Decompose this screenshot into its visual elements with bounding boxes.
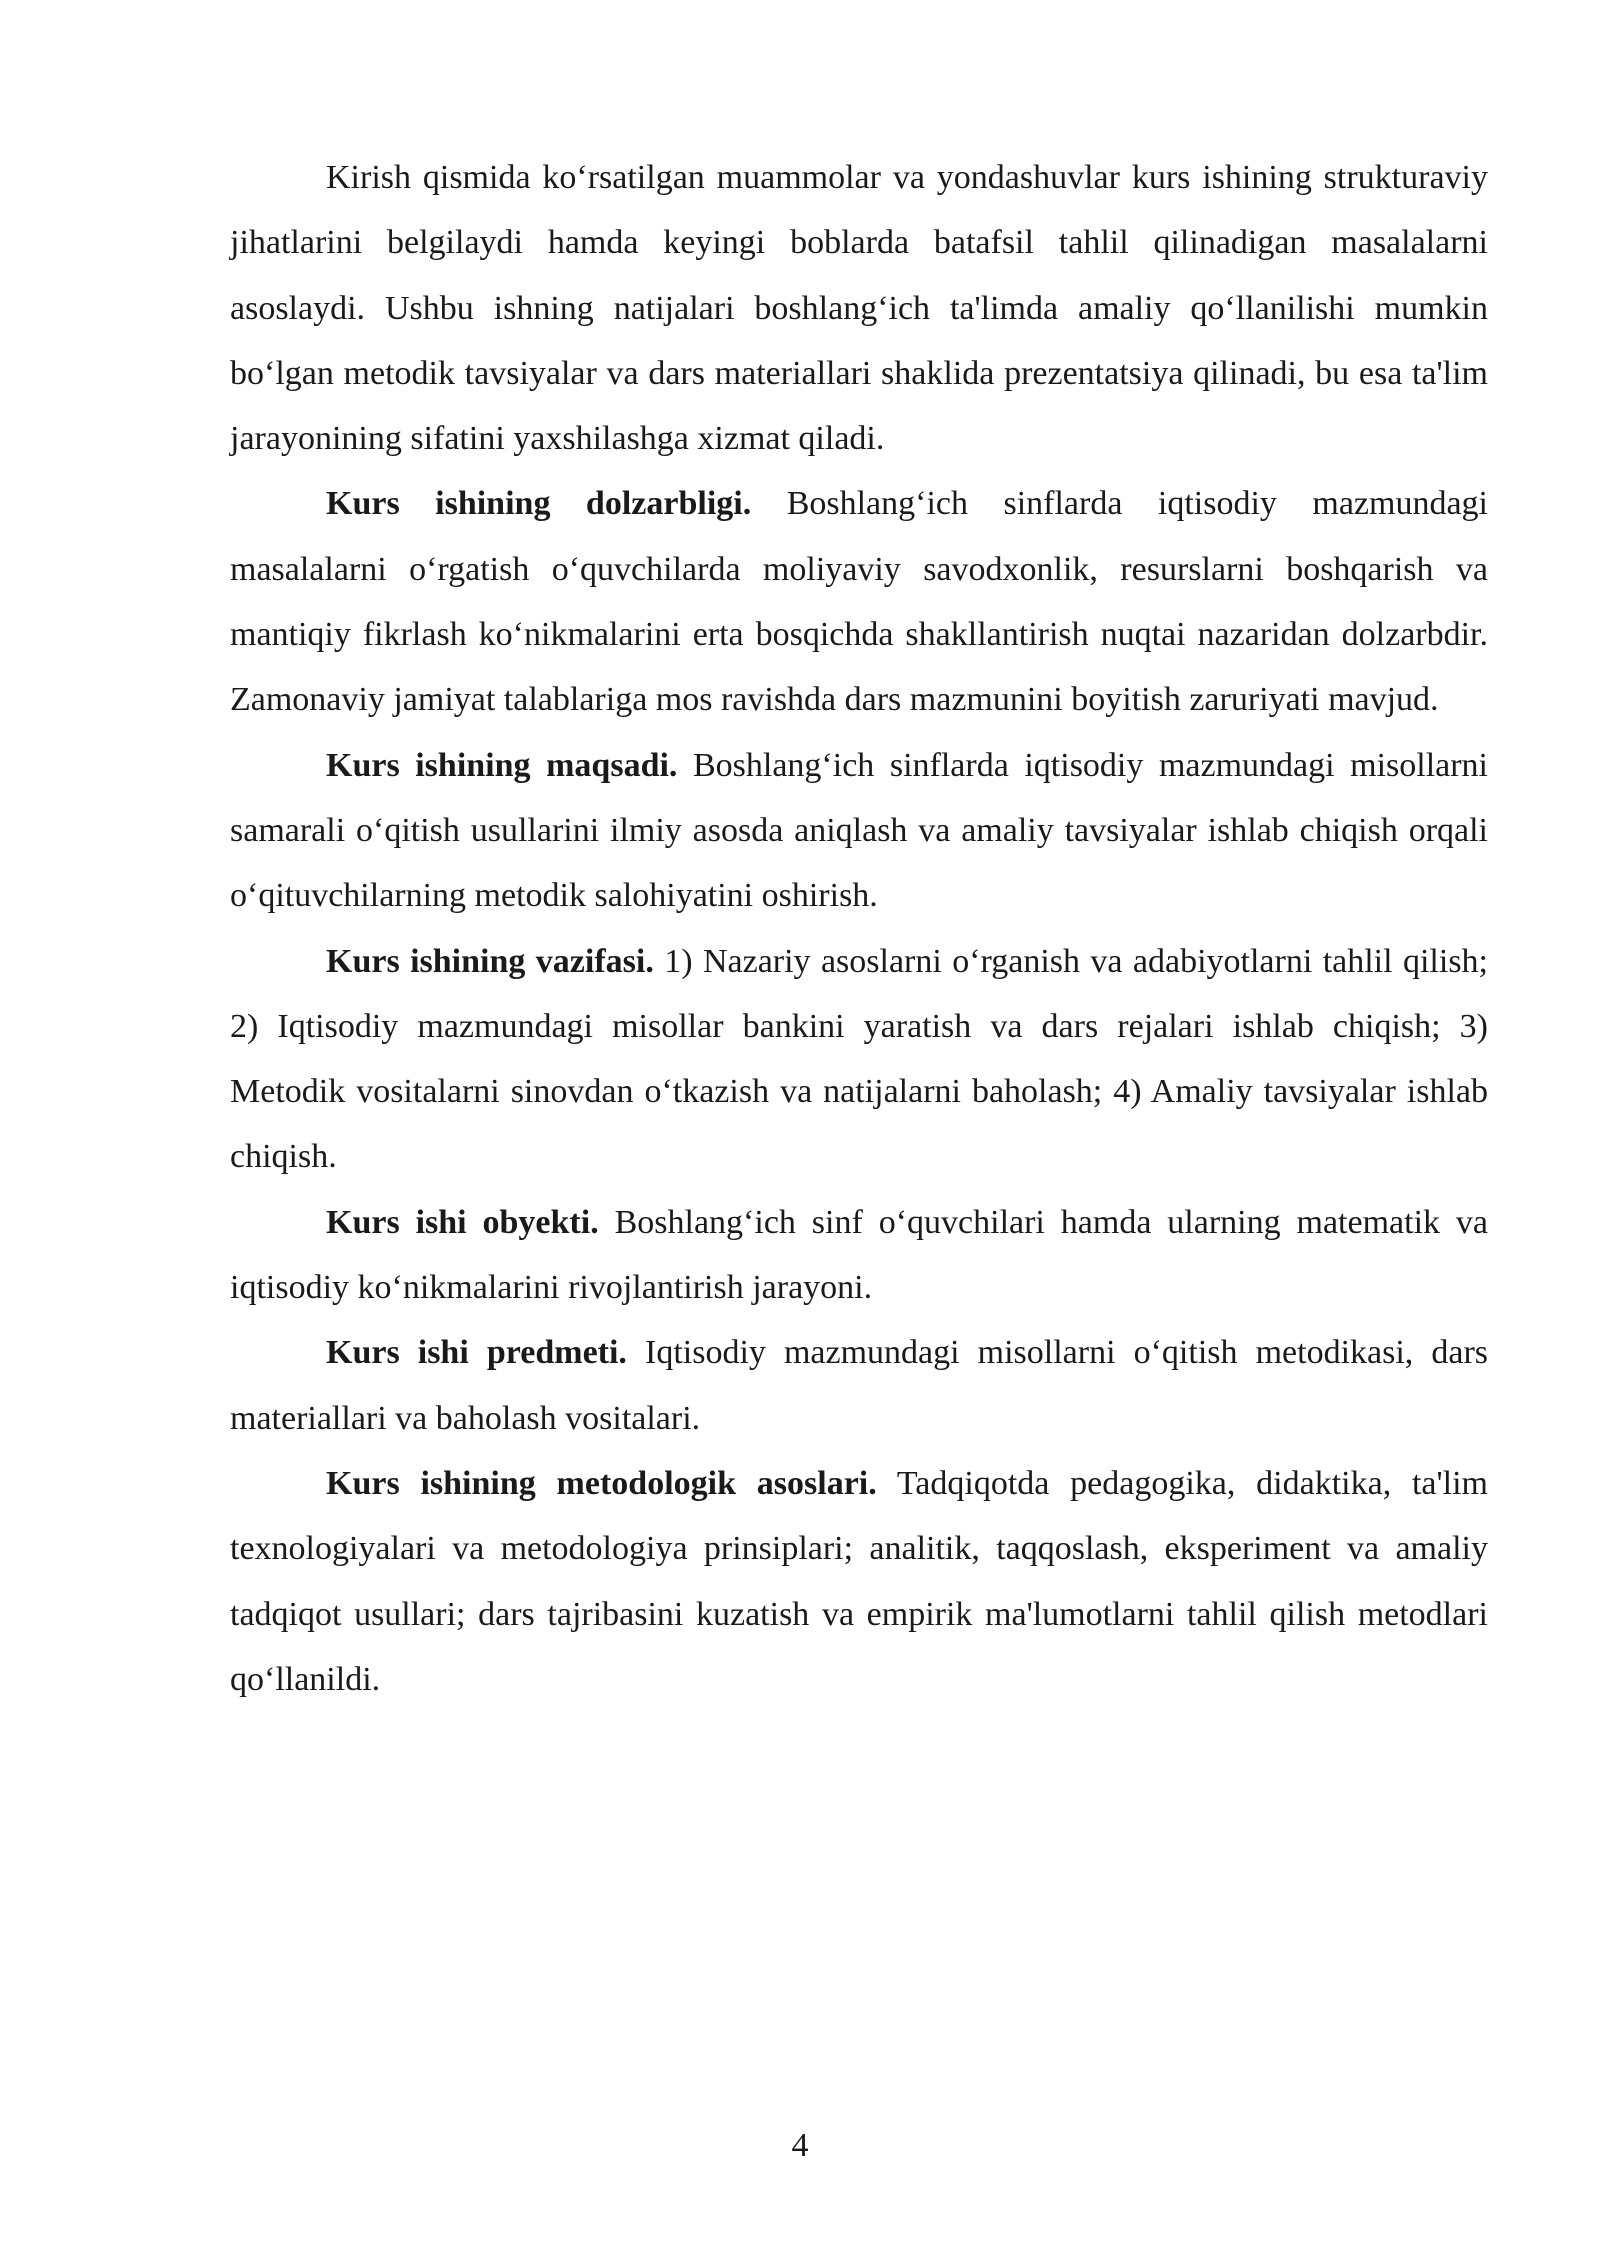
paragraph-introduction-summary xyxy=(230,145,1488,471)
paragraph-goal xyxy=(230,733,1488,929)
document-body xyxy=(230,145,1488,1712)
paragraph-relevance xyxy=(230,471,1488,732)
paragraph-heading: Kurs ishi predmeti. xyxy=(326,1334,627,1372)
paragraph-text: 1) Nazariy asoslarni o‘rganish va adabiyotlarni tahlil qilish; 2) Iqtisodiy mazmundagi misollar bankini yaratish va dars rejalari ishlab chiqish; 3) Metodik vositalarni sinovdan o‘tkazish va natijalarni baholash; 4) Amaliy tavsiyalar ishlab chiqish. xyxy=(230,942,1488,1176)
paragraph-text: Iqtisodiy mazmundagi misollarni o‘qitish metodikasi, dars materiallari va baholash vositalari. xyxy=(230,1334,1488,1437)
paragraph-subject xyxy=(230,1320,1488,1451)
paragraph-tasks xyxy=(230,929,1488,1190)
paragraph-heading: Kurs ishi obyekti. xyxy=(326,1203,599,1241)
paragraph-text: Boshlang‘ich sinf o‘quvchilari hamda ularning matematik va iqtisodiy ko‘nikmalarini rivojlantirish jarayoni. xyxy=(230,1203,1489,1307)
paragraph-methodology xyxy=(230,1451,1488,1712)
paragraph-heading: Kurs ishining metodologik asoslari. xyxy=(326,1464,877,1502)
page-number: 4 xyxy=(791,2127,809,2164)
paragraph-object xyxy=(230,1190,1488,1321)
paragraph-text: Boshlang‘ich sinflarda iqtisodiy mazmundagi misollarni samarali o‘qitish usullarini ilmiy asosda aniqlash va amaliy tavsiyalar ishlab chiqish orqali o‘qituvchilarning metodik salohiyatini oshirish. xyxy=(230,746,1488,915)
paragraph-text: Boshlang‘ich sinflarda iqtisodiy mazmundagi masalalarni o‘rgatish o‘quvchilarda moliyaviy savodxonlik, resurslarni boshqarish va mantiqiy fikrlash ko‘nikmalarini erta bosqichda shakllantirish nuqtai nazaridan dolzarbdir. Zamonaviy jamiyat talablariga mos ravishda dars mazmunini boyitish zaruriyati mavjud. xyxy=(230,485,1488,719)
paragraph-text: Tadqiqotda pedagogika, didaktika, ta'lim texnologiyalari va metodologiya prinsiplari; analitik, taqqoslash, eksperiment va amaliy tadqiqot usullari; dars tajribasini kuzatish va empirik ma'lumotlarni tahlil qilish metodlari qo‘llanildi. xyxy=(230,1464,1488,1698)
paragraph-heading: Kurs ishining vazifasi. xyxy=(326,942,654,980)
paragraph-heading: Kurs ishining maqsadi. xyxy=(326,746,678,784)
paragraph-text: Kirish qismida ko‘rsatilgan muammolar va yondashuvlar kurs ishining strukturaviy jihatlarini belgilaydi hamda keyingi boblarda batafsil tahlil qilinadigan masalalarni asoslaydi. Ushbu ishning natijalari boshlang‘ich ta'limda amaliy qo‘llanilishi mumkin bo‘lgan metodik tavsiyalar va dars materiallari shaklida prezentatsiya qilinadi, bu esa ta'lim jarayonining sifatini yaxshilashga xizmat qiladi. xyxy=(230,159,1488,458)
paragraph-heading: Kurs ishining dolzarbligi. xyxy=(326,485,752,523)
